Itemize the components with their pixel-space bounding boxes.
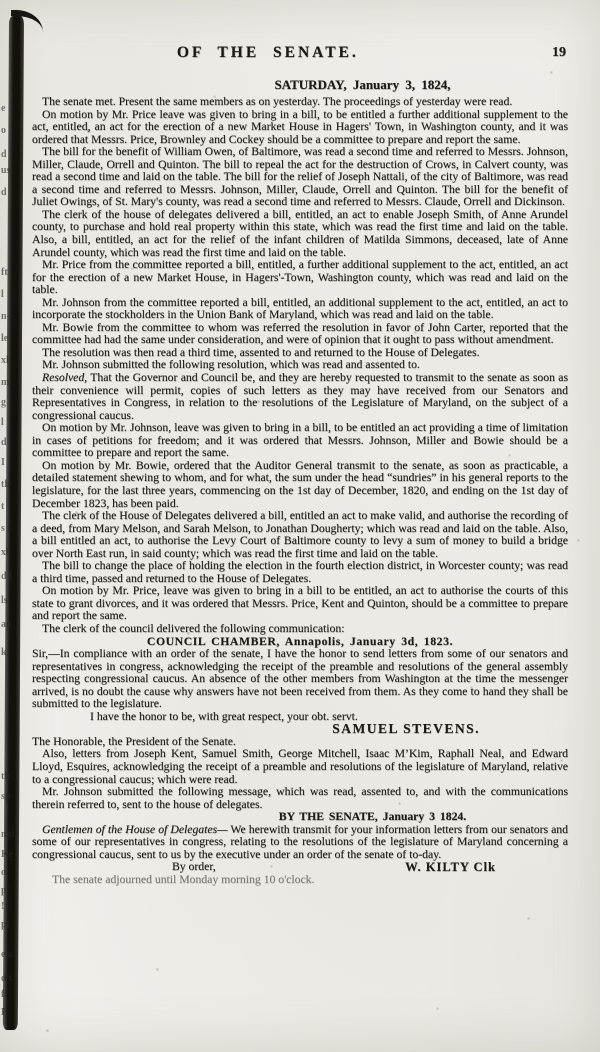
margin-bleed-fragment: p’ — [1, 885, 10, 896]
margin-bleed-fragment: d — [1, 149, 7, 160]
page-content — [32, 44, 568, 886]
margin-bleed-fragment: ! — [1, 901, 5, 912]
margin-bleed-fragment: us — [1, 165, 11, 176]
paragraph-governor-letter: Sir,—In compliance with an order of the senate, I have the honor to send letters from some of our senators and representatives in congress, acknowledging the receipt of the preamble and resolutions of the general assembly respecting congressional caucus. An absence of the other members from Washington at the time the messenger arrived, is no doubt the cause why answers have not been received from them. As they come to hand they shall be submitted to the legislature. — [32, 647, 568, 711]
clerk-signature: W. KILTY Clk — [405, 860, 496, 875]
signature-samuel-stevens: SAMUEL STEVENS. — [332, 721, 480, 737]
letter-closing: I have the honor to be, with great respect, your obt. servt. — [90, 709, 358, 723]
margin-bleed-fragment: m — [1, 377, 10, 388]
gutter-top-curve — [11, 10, 43, 32]
paragraph-johnson-resolution: Mr. Johnson submitted the following resolution, which was read and assented to. — [42, 358, 420, 372]
margin-bleed-fragment: o, — [1, 867, 9, 878]
italic-lead: Resolved, — [42, 371, 88, 385]
margin-bleed-fragment: g — [1, 397, 6, 408]
margin-bleed-fragment: ft — [1, 267, 8, 278]
page-body — [32, 96, 568, 886]
paragraph-resolution-third-reading: The resolution was then read a third time, assented to and returned to the House of Delegates. — [42, 345, 480, 359]
session-date-heading: SATURDAY, January 3, 1824, — [274, 77, 451, 92]
margin-bleed-fragment: ess — [1, 949, 14, 960]
margin-bleed-fragment: e — [1, 103, 6, 114]
heading-by-the-senate: BY THE SENATE, January 3 1824. — [278, 810, 467, 824]
margin-bleed-fragment: d — [1, 187, 7, 198]
paragraph-honorable-president: The Honorable, the President of the Senate. — [32, 734, 236, 748]
margin-bleed-fragment: d — [1, 437, 7, 448]
paragraph-bowie-auditor-general: On motion by Mr. Bowie, ordered that the Auditor General transmit to the senate, as soon as practicable, a detailed statement shewing to whom, and for what, the sum under the head “sundries” in his general reports to the legislature, for the last three years, commencing on the 1st day of December, 1820, and ending on the 1st day of December 1823, has been paid. — [32, 458, 568, 510]
margin-bleed-fragment: nai — [1, 829, 15, 840]
paragraph-price-committee-report: Mr. Price from the committee reported a bill, entitled, a further additional supplement to the act, entitled, an act for the erection of a new Market House, in Hagers'-Town, Washington county, which was read and laid on the table. — [32, 258, 568, 297]
margin-bleed-fragment: sp — [1, 791, 11, 802]
margin-bleed-fragment: le — [1, 333, 9, 344]
margin-bleed-fragment: l — [1, 417, 4, 428]
margin-bleed-fragment: d t — [1, 973, 13, 984]
margin-bleed-fragment: n- — [1, 311, 10, 322]
margin-bleed-fragment: t — [1, 501, 5, 512]
paragraph-adjourned: The senate adjourned until Monday morning 10 o'clock. — [52, 872, 315, 886]
paragraph-johnson-message: Mr. Johnson submitted the following message, which was read, assented to, and with the communications therein referred to, sent to the house of delegates. — [32, 785, 568, 811]
running-header — [32, 44, 568, 66]
paragraph-clerk-deed-bridge-bills: The clerk of the House of Delegates delivered a bill, entitled an act to make valid, and authorise the recording of a deed, from Mary Melson, and Sarah Melson, to Jonathan Dougherty; which was read and laid on the table. Also, a bill entitled an act, to authorise the Levy Court of Baltimore county to levy a sum of money to build a bridge over North East run, in said county; which was read the first time and laid on the table. — [32, 509, 568, 560]
paragraph-johnson-freedom-petitions: On motion by Mr. Johnson, leave was given to bring in a bill, to be entitled an act providing a time of limitation in cases of petitions for freedom; and it was ordered that Messrs. Johnson, Miller and Bowie should be a committee to prepare and report the same. — [32, 421, 568, 460]
paragraph-election-district-bill: The bill to change the place of holding the election in the fourth election district, in Worcester county; was read a third time, passed and returned to the House of Delegates. — [32, 559, 568, 585]
margin-bleed-fragment: fi — [1, 989, 8, 1000]
page-number: 19 — [552, 45, 566, 60]
margin-bleed-fragment: pl — [1, 919, 10, 930]
paragraph-bowie-committee-report: Mr. Bowie from the committee to whom was referred the resolution in favor of John Carter, reported that the committee had had the same under consideration, and were of opinion that it ought to pass without amendment. — [32, 320, 568, 347]
margin-bleed-fragment: xl — [1, 547, 9, 558]
paragraph-price-market-house-bill: On motion by Mr. Price leave was given to bring in a bill, to be entitled a further additional supplement to the act, entitled, an act for the erection of a new Market House in Hagers' Town, in Washington county, and it was ordered that Messrs. Price, Brownley and Cockey should be a committee to prepare and report the same. — [32, 107, 568, 146]
paragraph-clerk-delivered-bills: The clerk of the house of delegates delivered a bill, entitled, an act to enable Joseph Smith, of Anne Arundel county, to purchase and hold real property within this state, which was read the first time and laid on the table. Also, a bill, entitled, an act for the relief of the infant children of Matilda Simmons, deceased, late of Anne Arundel county, which was read the first time and laid on the table. — [32, 207, 568, 259]
heading-council-chamber: COUNCIL CHAMBER, Annapolis, January 3d, 1823. — [146, 634, 454, 648]
margin-bleed-fragment: F — [1, 1007, 8, 1018]
paragraph-clerk-communication: The clerk of the council delivered the following communication: — [42, 621, 345, 635]
margin-bleed-fragment: an — [1, 619, 12, 630]
paragraph-senate-met: The senate met. Present the same members as on yesterday. The proceedings of yesterday were read. — [42, 95, 513, 108]
margin-bleed-fragment: xl — [1, 355, 9, 366]
margin-bleed-fragment: th — [1, 771, 10, 782]
by-order-label: By order, — [172, 860, 216, 874]
margin-bleed-fragment: I — [1, 457, 5, 468]
paragraph-johnson-committee-report: Mr. Johnson from the committee reported a bill, entitled, an additional supplement to the act, entitled, an act to incorporate the stockholders in the Union Bank of Maryland, which was read and laid on the table. — [32, 295, 568, 322]
paragraph-resolved: Resolved, That the Governor and Council be, and they are hereby requested to transmit to the senate as soon as their convenience will permit, copies of such letters as they may have received from our Senators and Representatives in Congress, in relation to the resolutions of the Legislature of Maryland, on the subject of a congressional caucus. — [32, 371, 568, 422]
paragraph-gentlemen-message: Gentlemen of the House of Delegates— We herewith transmit for your information letters from our senators and some of our representatives in congress, relating to the resolutions of the legislature of Maryland concerning a congressional caucus, sent to us by the executive under an order of the senate of to-day. — [32, 822, 568, 861]
margin-bleed-fragment: d l — [1, 571, 12, 582]
margin-bleed-fragment: ls — [1, 595, 8, 606]
scan-speckles — [0, 0, 1, 1]
page-title: OF THE SENATE. — [176, 44, 359, 61]
margin-bleed-fragment: th — [1, 479, 10, 490]
margin-bleed-fragment: o — [1, 125, 6, 136]
margin-bleed-fragment: s i — [1, 523, 11, 534]
paragraph-price-divorce-bill: On motion by Mr. Price, leave was given to bring in a bill to be entitled, an act to authorise the courts of this state to grant divorces, and it was ordered that Messrs. Price, Kent and Quinton, should be a committee to prepare and report the same. — [32, 584, 568, 623]
paragraph-also-letters: Also, letters from Joseph Kent, Samuel Smith, George Mitchell, Isaac M’Kim, Raphall Neal, and Edward Lloyd, Esquires, acknowledging the receipt of a preamble and resolutions of the legislature of Maryland, relative to a congressional caucus; which were read. — [32, 747, 568, 786]
margin-bleed-fragment: k — [1, 647, 7, 658]
paragraph-bills-second-reading: The bill for the benefit of William Owen, of Baltimore, was read a second time and referred to Messrs. Johnson, Miller, Claude, Orrell and Quinton. The bill to repeal the act for the destruction of Crows, in Calvert county, was read a second time and laid on the table. The bill for the relief of Joseph Nattali, of the city of Baltimore, was read a second time and referred to Messrs. Johnson, Miller, Claude, Orrell and Quinton. The bill for the benefit of Juliet Owings, of St. Mary's county, was read a second time and referred to Messrs. Claude, Orrell and Dickinson. — [32, 145, 568, 209]
margin-bleed-fragment: l — [1, 289, 4, 300]
italic-lead: Gentlemen of the House of Delegates— — [42, 822, 228, 836]
margin-bleed-fragment: Ke — [1, 849, 14, 860]
